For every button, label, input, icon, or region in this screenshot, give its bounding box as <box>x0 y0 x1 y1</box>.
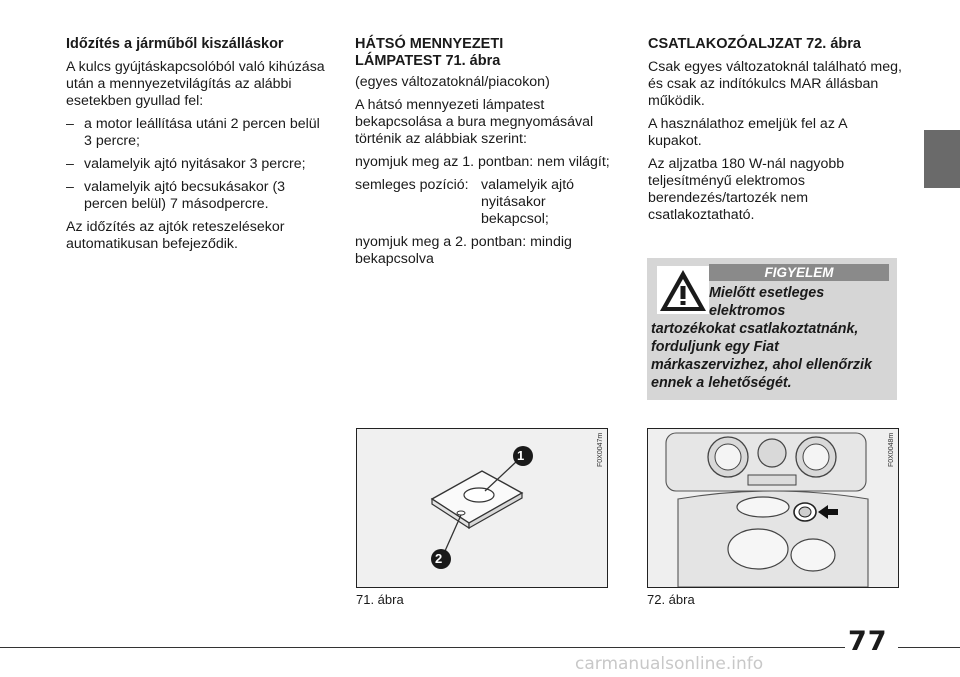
column-socket <box>648 36 903 230</box>
section-tab <box>924 130 960 188</box>
socket-illustration <box>648 429 898 587</box>
footer-rule <box>0 647 845 648</box>
rear-lamp-neutral: semleges pozíció: valamelyik ajtó nyitásakor bekapcsol; <box>355 177 575 227</box>
section-heading-socket: CSATLAKOZÓALJZAT 72. ábra <box>648 36 861 52</box>
rear-lamp-point1: nyomjuk meg az 1. pontban: nem világít; <box>355 154 610 170</box>
rear-lamp-subheading: (egyes változatoknál/piacokon) <box>355 74 550 90</box>
timing-closing: Az időzítés az ajtók reteszelésekor automatikusan befejeződik. <box>66 219 285 252</box>
column-timing <box>66 36 331 259</box>
socket-p3: Az aljzatba 180 W-nál nagyobb teljesítményű elektromos berendezés/tartozék nem csatlakoztatható. <box>648 156 845 223</box>
socket-p1: Csak egyes változatoknál található meg, és csak az indítókulcs MAR állásban működik. <box>648 59 902 109</box>
list-item: – valamelyik ajtó becsukásakor (3 percen belül) 7 másodpercre. <box>66 179 286 212</box>
figure-code: F0X0048m <box>888 432 895 467</box>
warning-text: Mielőtt esetleges elektromos tartozékokat csatlakoztatnánk, forduljunk egy Fiat márkaszervizhez, ahol ellenőrzik ennek a lehetőségét. <box>651 285 872 391</box>
socket-p2: A használathoz emeljük fel az A kupakot. <box>648 116 847 149</box>
figure-71-caption: 71. ábra <box>356 592 404 607</box>
list-item: – a motor leállítása utáni 2 percen belül 3 percre; <box>66 116 320 149</box>
rear-lamp-intro: A hátsó mennyezeti lámpatest bekapcsolása a bura megnyomásával történik az alábbiak szerint: <box>355 97 594 147</box>
page-number: 77 <box>848 626 888 657</box>
rear-lamp-point2: nyomjuk meg a 2. pontban: mindig bekapcsolva <box>355 234 572 267</box>
marker-1-label: 1 <box>517 448 525 463</box>
figure-72-caption: 72. ábra <box>647 592 695 607</box>
list-item: – valamelyik ajtó nyitásakor 3 percre; <box>66 156 306 172</box>
figure-code: F0X0047m <box>597 432 604 467</box>
warning-title: FIGYELEM <box>709 264 889 281</box>
section-heading-timing: Időzítés a járműből kiszálláskor <box>66 36 284 52</box>
marker-2-label: 2 <box>435 551 443 566</box>
figure-71-rear-lamp <box>356 428 608 588</box>
warning-box <box>647 258 897 400</box>
timing-intro: A kulcs gyújtáskapcsolóból való kihúzása után a mennyezetvilágítás az alábbi esetekben gyullad fel: <box>66 59 325 109</box>
column-rear-lamp <box>355 36 610 274</box>
rear-lamp-illustration <box>357 429 607 587</box>
footer-watermark: carmanualsonline.info <box>575 654 764 674</box>
figure-72-socket <box>647 428 899 588</box>
footer-rule-right <box>898 647 960 648</box>
section-heading-rear-lamp: HÁTSÓ MENNYEZETI LÁMPATEST 71. ábra <box>355 36 504 69</box>
